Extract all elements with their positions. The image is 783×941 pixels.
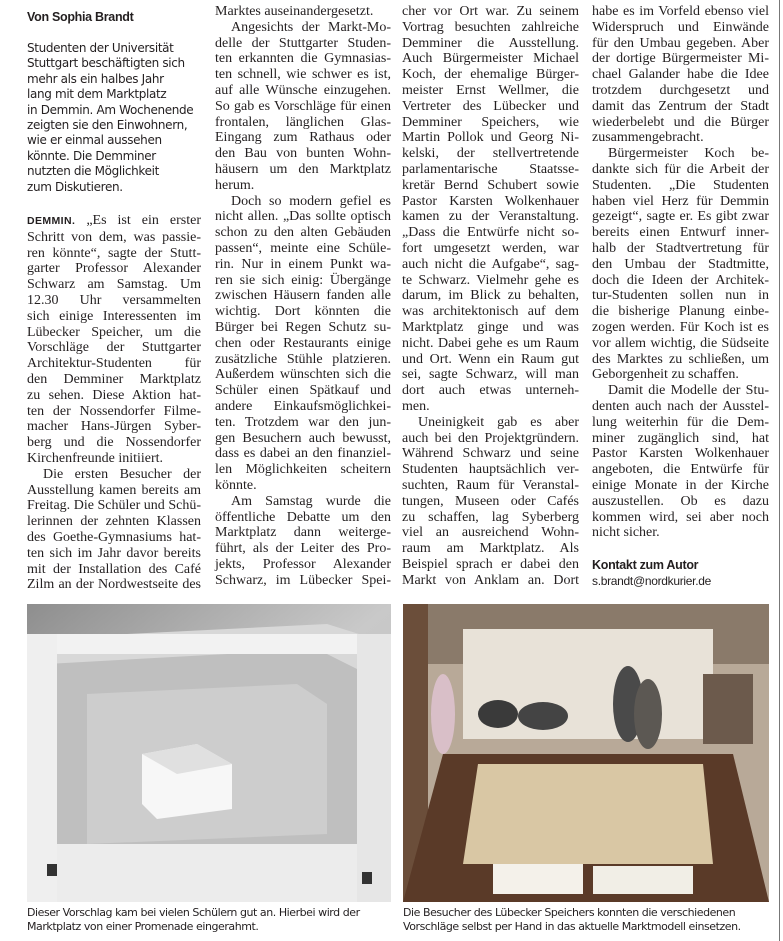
text-line: zu schaffen, lag Syberberg	[402, 509, 579, 525]
text-line: ren könnte“, sagte der Stutt-	[27, 245, 201, 261]
text-line: kelski, der stellvertretende	[402, 146, 579, 162]
text-line: raum am Marktplatz. Als	[402, 541, 579, 557]
text-line: ten schnell, wie schwer es ist,	[215, 67, 391, 83]
column-body	[215, 4, 391, 588]
paragraph	[27, 213, 201, 467]
text-line: Schwarz am Samstag. Um	[27, 277, 201, 293]
text-line: Kirchenfreunde initiiert.	[27, 451, 164, 467]
text-line: und Ort. Wenn ein Raum gut	[402, 351, 579, 367]
text-line: der dortige Bürgermeister Mi-	[592, 51, 769, 67]
text-line: nicht sicher.	[592, 525, 660, 541]
text-line: Schwarz, im Lübecker Spei-	[215, 572, 391, 588]
text-line: damit das Zentrum der Stadt	[592, 98, 769, 114]
text-line: Während Schwarz und seine	[402, 446, 579, 462]
text-line: len Möglichkeiten scheitern	[215, 462, 391, 478]
text-line: einige Monate in der Kirche	[592, 477, 769, 493]
text-line: den Bau von bunten Wohn-	[215, 146, 391, 162]
column-1	[27, 4, 201, 593]
text-line: Marktes auseinandergesetzt.	[215, 4, 374, 19]
text-line: Studenten. „Die Studenten	[592, 177, 769, 193]
text-line: mit der Installation des Café	[27, 561, 201, 577]
text-line: führt, als der Leiter des Pro-	[215, 541, 391, 557]
text-line: zusätzliche Stühle platzieren.	[215, 351, 391, 367]
text-line: garter Professor Alexander	[27, 261, 201, 277]
text-line: zwischen Häusern fanden alle	[215, 288, 391, 304]
text-line: Auch Bürgermeister Michael	[402, 51, 579, 67]
text-line: ten sich im Jahr davor bereits	[27, 545, 201, 561]
text-line: ten. Trotzdem war den jun-	[215, 414, 391, 430]
text-line: viel an ausreichend Wohn-	[402, 525, 579, 541]
intro-line: nutzten die Möglichkeit	[27, 164, 159, 179]
text-line: Uneinigkeit gab es aber	[418, 414, 579, 430]
text-line: für den Umbau gegeben. Aber	[592, 35, 769, 51]
text-line: Koch, der ehemalige Bürger-	[402, 67, 579, 83]
text-line: ten erkannten die Gymnasias-	[215, 51, 391, 67]
caption-line: Marktplatz von einer Promenade eingerahmt.	[27, 920, 259, 933]
text-line: Schüler einen Spätkauf und	[215, 383, 391, 399]
column-3	[402, 4, 579, 588]
text-line: darum, im Blick zu behalten,	[402, 288, 579, 304]
caption-line: Die Besucher des Lübecker Speichers konnten die verschiedenen	[403, 906, 736, 919]
text-line: halb der Stadtvertretung für	[592, 240, 769, 256]
paragraph	[402, 415, 579, 589]
paragraph	[215, 194, 391, 494]
text-line: Bürgermeister Koch be-	[608, 146, 769, 162]
text-line: Vertreter des Lübecker und	[402, 98, 579, 114]
text-line: auch bei den Projektgründern.	[402, 430, 579, 446]
text-line: was architektonisch auf dem	[402, 304, 579, 320]
text-line: Martin Pollok und Georg Ni-	[402, 130, 579, 146]
text-line: trotzdem durchgesetzt und	[592, 82, 769, 98]
column-body	[27, 213, 201, 593]
byline: Von Sophia Brandt	[27, 10, 134, 24]
intro-line: Studenten der Universität	[27, 41, 174, 55]
text-line: ren sie sich einig: Übergänge	[215, 272, 391, 288]
intro-line: zum Diskutieren.	[27, 179, 123, 194]
caption-line: Vorschläge selbst per Hand in das aktuelle Marktmodell einsetzen.	[403, 920, 741, 933]
paragraph	[592, 383, 769, 541]
text-line: Vortrag besuchten zahlreiche	[402, 19, 579, 35]
text-line	[27, 213, 201, 230]
text-line: jekts, Professor Alexander	[215, 556, 391, 572]
text-line: Ausstellung kamen bereits am	[27, 482, 201, 498]
text-line: ten der Nossendorfer Filme-	[27, 403, 201, 419]
paragraph	[215, 494, 391, 589]
intro-line: Stuttgart beschäftigten sich	[27, 56, 185, 71]
text-line: fort umgesetzt werden, war	[402, 240, 579, 256]
text-line: Vorschläge der Stuttgarter	[27, 340, 201, 356]
text-line: Die ersten Besucher der	[43, 466, 201, 482]
text-line: doch die Ideen der Architek-	[592, 272, 769, 288]
text-line: Beispiel sprach er dabei den	[402, 556, 579, 572]
text-line: Studenten hauptsächlich ver-	[402, 462, 579, 478]
text-line: Doch so modern gefiel es	[231, 193, 391, 209]
text-line: Zilm an der Nordwestseite des	[27, 577, 201, 593]
text-line: könnte.	[215, 477, 257, 493]
text-line: schon zu den alten Gebäuden	[215, 225, 391, 241]
paragraph	[215, 20, 391, 194]
column-body	[592, 4, 769, 541]
text-line: den Demminer Marktplatz	[27, 372, 201, 388]
text-line: des Goethe-Gymnasiums hat-	[27, 530, 201, 545]
text-line: Außerdem wünschten sich die	[215, 367, 391, 383]
text-line: kretär Bernd Schubert sowie	[402, 177, 579, 193]
paragraph	[402, 4, 579, 415]
text-line: öffentliche Debatte um den	[215, 509, 391, 525]
text-line: Am Samstag wurde die	[231, 493, 391, 509]
text-line: Marktplatz ginge und was	[402, 319, 579, 335]
author-contact	[592, 557, 769, 589]
text-line: miner zugänglich sind, hat	[592, 430, 769, 446]
text-line: herum.	[215, 177, 255, 193]
text-line: gen Besuchern auch bewusst,	[215, 430, 391, 446]
text-line: auszustellen. Ob es dazu	[592, 493, 769, 509]
text-line: te Schwarz. Vielmehr gehe es	[402, 272, 579, 288]
text-line: sich einige Interessenten im	[27, 308, 201, 324]
column-4	[592, 4, 769, 589]
intro-line: mehr als ein halbes Jahr	[27, 71, 164, 86]
intro-line: wie er einmal aussehen	[27, 133, 162, 148]
text-line: wiederbelebt und die Bürger	[592, 114, 769, 130]
text-line: Geborgenheit zu schaffen.	[592, 367, 739, 383]
text-line: suchten, Raum für Veranstal-	[402, 477, 579, 493]
text-line: Damit die Modelle der Stu-	[608, 383, 769, 399]
text-line: kamen zu der Veranstaltung.	[402, 209, 579, 225]
column-rule	[779, 0, 780, 941]
text-line: gezeigt“, sagte er. Es gibt zwar	[592, 209, 769, 225]
text-line: Demminer die Ausstellung.	[402, 35, 579, 51]
text-line: Marktplatz dann weiterge-	[215, 525, 391, 541]
text-line: sei, sagte Schwarz, will man	[402, 367, 579, 383]
text-line: vor allem wichtig, die Südseite	[592, 335, 769, 351]
text-line: auch nicht die Aufgabe“, sag-	[402, 256, 579, 272]
text-line-content: „Es ist ein erster	[86, 213, 201, 229]
text-line: chen oder Restaurants einige	[215, 335, 391, 351]
text-line: bereits einen Entwurf inner-	[592, 225, 769, 241]
text-line: habe es im Vorfeld ebenso viel	[592, 4, 769, 19]
text-line: Architektur-Studenten für	[27, 356, 201, 372]
text-line: kommen wird, sei aber noch	[592, 509, 769, 525]
text-line: wichtig. Dort könnten die	[215, 304, 391, 320]
text-line: meister Ernst Wellmer, die	[402, 82, 579, 98]
text-line: delle der Stuttgarter Studen-	[215, 35, 391, 51]
text-line: frontalen, länglichen Glas-	[215, 114, 391, 130]
article-intro	[27, 41, 201, 195]
text-line: denten auch nach der Ausstel-	[592, 398, 769, 414]
text-line: nicht allen. „Das sollte optisch	[215, 209, 391, 225]
author-email[interactable]: s.brandt@nordkurier.de	[592, 574, 711, 589]
photo-exhibition-visitors	[403, 604, 769, 902]
text-line: Angesichts der Markt-Mo-	[231, 19, 391, 35]
text-line: cher vor Ort war. Zu seinem	[402, 4, 579, 19]
text-line: Pastor Karsten Wolkenhauer	[402, 193, 579, 209]
text-line: „Dass die Entwürfe nicht so-	[402, 225, 579, 241]
text-line: dort auch etwas unterneh-	[402, 383, 579, 399]
text-line: Widerspruch und Einwände	[592, 19, 769, 35]
text-line: häusern um den Marktplatz	[215, 161, 391, 177]
text-line: Schritt von dem, was passie-	[27, 229, 201, 245]
paragraph	[27, 467, 201, 593]
text-line: rin. Nur in einem Punkt wa-	[215, 256, 391, 272]
text-line: dankte sich für die Arbeit der	[592, 161, 769, 177]
text-line: zogen werden. Für Koch ist es	[592, 319, 769, 335]
intro-line: könnte. Die Demminer	[27, 148, 156, 163]
text-line: 12.30 Uhr versammelten	[27, 293, 201, 309]
text-line: Demminer Speichers, wie	[402, 114, 579, 130]
text-line: Eingang zum Rathaus oder	[215, 130, 391, 146]
column-2	[215, 4, 391, 588]
caption-line: Dieser Vorschlag kam bei vielen Schülern gut an. Hierbei wird der	[27, 906, 360, 919]
text-line: Pastor Karsten Wolkenhauer	[592, 446, 769, 462]
text-line: So gab es Vorschläge für einen	[215, 98, 391, 114]
text-line: passen“, meinte eine Schüle-	[215, 240, 391, 256]
text-line: chael Galander habe die Idee	[592, 67, 769, 83]
text-line: den Umbau der Stadtmitte,	[592, 256, 769, 272]
text-line: angeboten, die Entwürfe für	[592, 462, 769, 478]
photo-architecture-model	[27, 604, 391, 902]
text-line: andere Einkaufsmöglichkei-	[215, 398, 391, 414]
text-line: tur-Studenten sollen nun in	[592, 288, 769, 304]
column-body	[402, 4, 579, 588]
photo-caption	[403, 906, 775, 934]
text-line: men.	[402, 398, 430, 414]
text-line: nicht. Dabei gehe es um Raum	[402, 335, 579, 351]
photo-caption	[27, 906, 397, 934]
text-line: die bisherige Planung einbe-	[592, 304, 769, 320]
paragraph	[215, 4, 391, 20]
text-line: Markt von Anklam an. Dort	[402, 572, 579, 588]
text-line: Bürger bei Regen Schutz su-	[215, 319, 391, 335]
intro-line: zeigten sie den Einwohnern,	[27, 118, 188, 133]
text-line: dass es dabei an den finanziel-	[215, 446, 391, 462]
text-line: lung weiterhin für die Dem-	[592, 414, 769, 430]
text-line: des Marktes zu schließen, um	[592, 351, 769, 367]
intro-line: lang mit dem Marktplatz	[27, 87, 167, 102]
text-line: lerinnen der zehnten Klassen	[27, 514, 201, 530]
text-line: auf alle Wünsche einzugehen.	[215, 82, 391, 98]
text-line: macher Hans-Jürgen Syber-	[27, 419, 201, 435]
text-line: zusammengebracht.	[592, 130, 704, 146]
text-line: tungen, Museen oder Cafés	[402, 493, 579, 509]
text-line: Freitag. Die Schüler und Schü-	[27, 498, 201, 514]
paragraph	[592, 4, 769, 146]
text-line: berg und die Nossendorfer	[27, 435, 201, 451]
text-line: zu sehen. Diese Aktion hat-	[27, 387, 201, 403]
contact-title: Kontakt zum Autor	[592, 558, 699, 573]
paragraph	[592, 146, 769, 383]
dateline: DEMMIN.	[27, 215, 76, 228]
intro-line: in Demmin. Am Wochenende	[27, 102, 194, 117]
text-line: parlamentarische Staatsse-	[402, 161, 579, 177]
text-line: haben viel Herz für Demmin	[592, 193, 769, 209]
text-line: Lübecker Speicher, um die	[27, 324, 201, 340]
